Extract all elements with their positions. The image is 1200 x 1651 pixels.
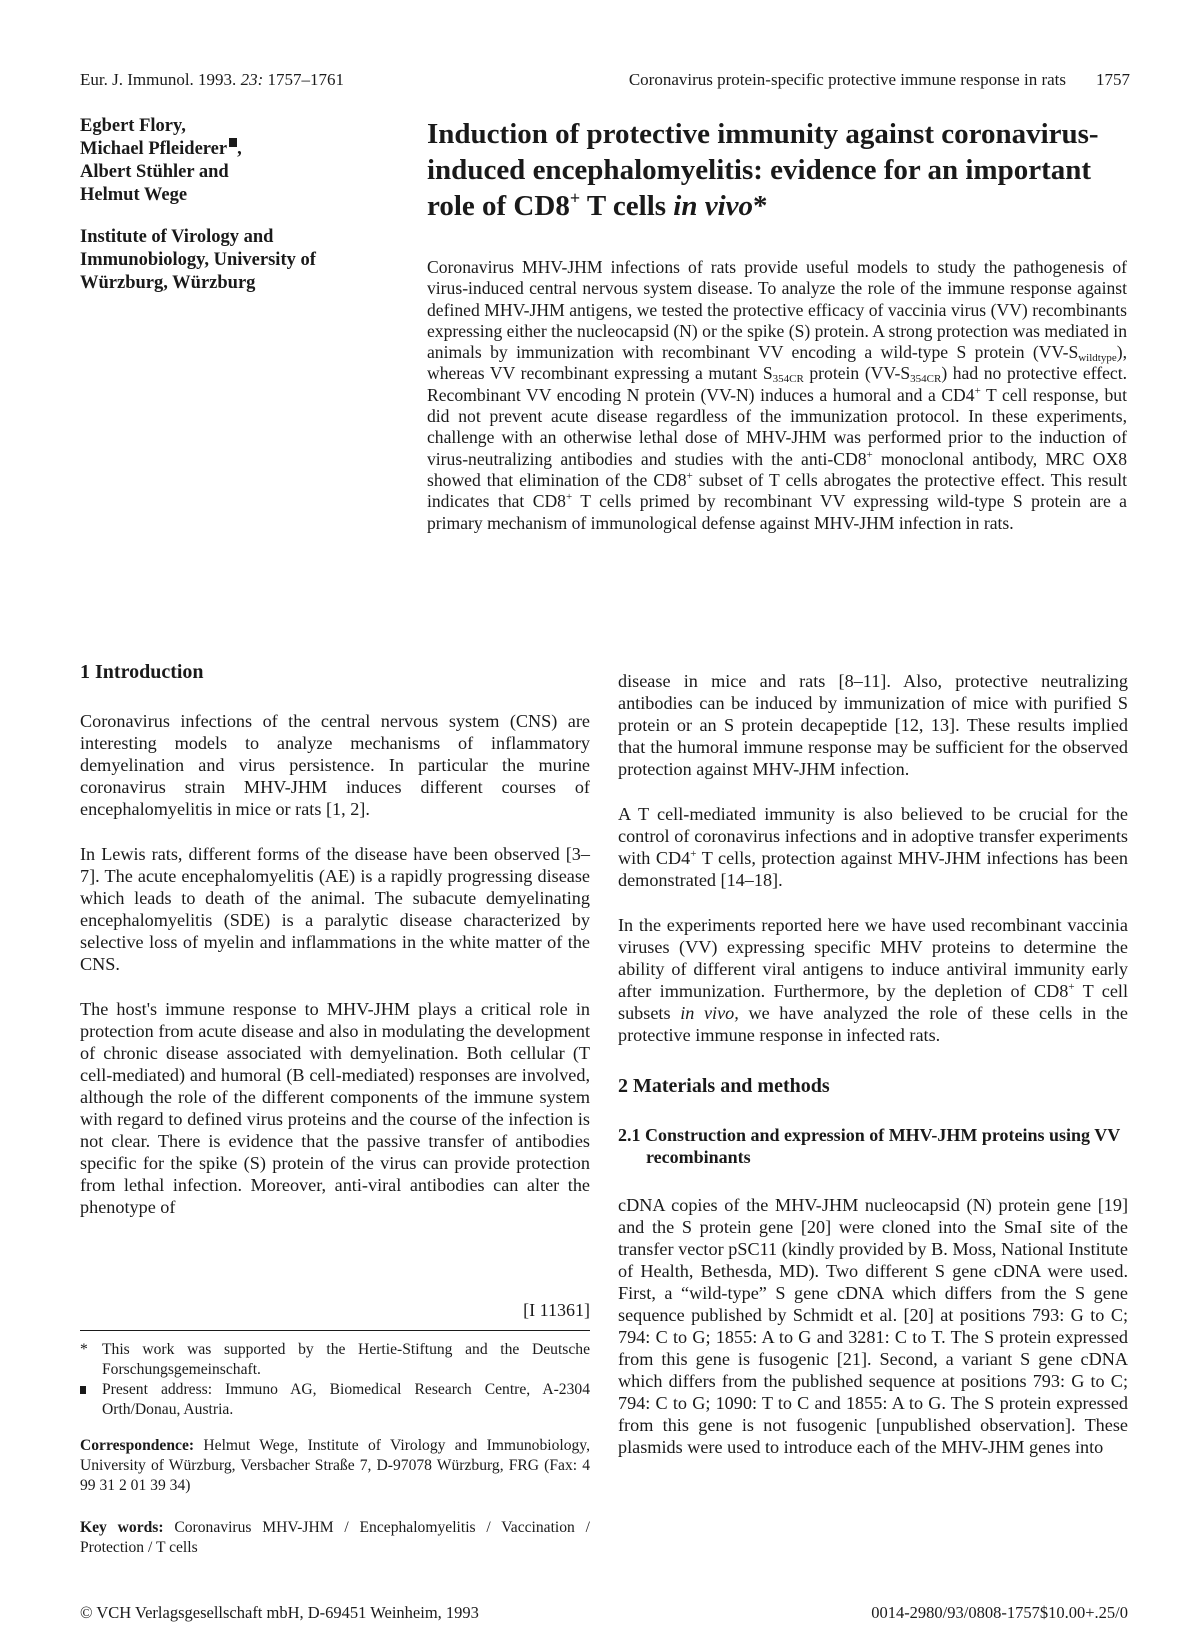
- keywords: Key words: Coronavirus MHV-JHM / Encephalomyelitis / Vaccination / Protection / T cells: [80, 1519, 590, 1556]
- footnote-funding: * This work was supported by the Hertie-Stiftung and the Deutsche Forschungsgemeinschaft.: [80, 1341, 590, 1378]
- footnote-divider: [80, 1330, 590, 1331]
- left-column: [80, 660, 590, 1241]
- footnote-address: Present address: Immuno AG, Biomedical Research Centre, A-2304 Orth/Donau, Austria.: [80, 1380, 590, 1420]
- author-list: [80, 115, 380, 207]
- page-number: 1757: [1096, 70, 1130, 89]
- paper-title: Induction of protective immunity against coronavirus-induced encephalomyelitis: evidence for an important role of CD8+ T cells in vivo*: [427, 118, 1099, 222]
- journal-name: Eur. J. Immunol. 1993.: [80, 70, 237, 89]
- paragraph: disease in mice and rats [8–11]. Also, protective neutralizing antibodies can be induced by immunization of mice with purified S protein or an S protein decapeptide [12, 13]. These results implied that the humoral immune response may be sufficient for the observed protection against MHV-JHM infection.: [618, 671, 1128, 779]
- affiliation: [80, 226, 380, 295]
- square-marker-icon: [229, 138, 237, 147]
- journal-pages: 1757–1761: [267, 70, 344, 89]
- correspondence: Correspondence: Helmut Wege, Institute of Virology and Immunobiology, University of Würzburg, Versbacher Straße 7, D-97078 Würzburg, FRG (Fax: 4 99 31 2 01 39 34): [80, 1437, 590, 1494]
- section-heading-materials: 2 Materials and methods: [618, 1075, 830, 1097]
- author-name: Helmut Wege: [80, 185, 188, 205]
- paragraph: A T cell-mediated immunity is also believed to be crucial for the control of coronavirus infections and in adoptive transfer experiments with CD4+ T cells, protection against MHV-JHM infections has been demonstrated [14–18].: [618, 804, 1128, 890]
- square-marker-icon: [80, 1386, 86, 1394]
- right-column: [618, 670, 1128, 1481]
- paragraph: In Lewis rats, different forms of the disease have been observed [3–7]. The acute encephalomyelitis (AE) is a rapidly progressing disease which leads to death of the animal. The subacute demyelinating encephalomyelitis (SDE) is a paralytic disease characterized by selective loss of myelin and inflammations in the white matter of the CNS.: [80, 844, 590, 974]
- paragraph: Coronavirus infections of the central nervous system (CNS) are interesting models to analyze mechanisms of inflammatory demyelination and virus persistence. In particular the murine coronavirus strain MHV-JHM induces different courses of encephalomyelitis in mice or rats [1, 2].: [80, 711, 590, 819]
- footnotes: [80, 1340, 590, 1420]
- affiliation-line: Institute of Virology and: [80, 227, 274, 247]
- author-name: Egbert Flory,: [80, 116, 186, 136]
- paragraph: The host's immune response to MHV-JHM plays a critical role in protection from acute disease and also in modulating the development of chronic disease associated with demyelination. Both cellular (T cell-mediated) and humoral (B cell-mediated) responses are involved, although the role of the different components of the immune system with regard to defined virus proteins and the course of the infection is not clear. There is evidence that the passive transfer of antibodies specific for the spike (S) protein of the virus can provide protection from lethal infection. Moreover, anti-viral antibodies can alter the phenotype of: [80, 999, 590, 1217]
- copyright: © VCH Verlagsgesellschaft mbH, D-69451 Weinheim, 1993: [80, 1603, 479, 1622]
- manuscript-number: [I 11361]: [523, 1300, 590, 1320]
- paragraph: cDNA copies of the MHV-JHM nucleocapsid (N) protein gene [19] and the S protein gene [20] were cloned into the SmaI site of the transfer vector pSC11 (kindly provided by B. Moss, National Institute of Health, Bethesda, MD). Two different S gene cDNA were used. First, a “wild-type” S gene cDNA which differs from the S gene sequence published by Schmidt et al. [20] at positions 793: G to C; 794: C to G; 1855: A to G and 3281: C to T. The S protein expressed from this gene is fusogenic [21]. Second, a variant S gene cDNA which differs from the published sequence at positions 793: G to C; 794: C to G; 1090: T to C and 1855: A to G. The S protein expressed from this gene is not fusogenic [unpublished observation]. These plasmids were used to introduce each of the MHV-JHM genes into: [618, 1195, 1128, 1457]
- journal-citation: [80, 70, 344, 90]
- running-title: Coronavirus protein-specific protective immune response in rats: [628, 70, 1066, 89]
- subsection-heading: 2.1 Construction and expression of MHV-JHM proteins using VV recombinants: [618, 1125, 1120, 1167]
- running-header: [540, 70, 1130, 90]
- affiliation-line: Immunobiology, University of: [80, 250, 316, 270]
- abstract: Coronavirus MHV-JHM infections of rats provide useful models to study the pathogenesis of virus-induced central nervous system disease. To analyze the role of the immune response against defined MHV-JHM antigens, we tested the protective efficacy of vaccinia virus (VV) recombinants expressing either the nucleocapsid (N) or the spike (S) protein. A strong protection was mediated in animals by immunization with recombinant VV encoding a wild-type S protein $(VV-S_{wildtype})$, whereas VV recombinant expressing a mutant $S_{354CR}$ protein $(VV-S_{354CR})$ had no protective effect. Recombinant VV encoding N protein (VV-N) induces a humoral and a CD4+ T cell response, but did not prevent acute disease regardless of the immunization protocol. In these experiments, challenge with an otherwise lethal dose of MHV-JHM was performed prior to the induction of virus-neutralizing antibodies and studies with the anti-CD8+ monoclonal antibody, MRC OX8 showed that elimination of the CD8+ subset of T cells abrogates the protective effect. This result indicates that CD8+ T cells primed by recombinant VV expressing wild-type S protein are a primary mechanism of immunological defense against MHV-JHM infection in rats.: [427, 257, 1127, 533]
- article-code: 0014-2980/93/0808-1757$10.00+.25/0: [871, 1603, 1128, 1622]
- section-heading-introduction: 1 Introduction: [80, 661, 204, 683]
- journal-volume: 23:: [240, 70, 264, 89]
- author-name: Michael Pfleiderer ,: [80, 139, 242, 159]
- affiliation-line: Würzburg, Würzburg: [80, 273, 256, 293]
- author-name: Albert Stühler and: [80, 162, 229, 182]
- paragraph: In the experiments reported here we have used recombinant vaccinia viruses (VV) expressing specific MHV proteins to determine the ability of different viral antigens to induce antiviral immunity early after immunization. Furthermore, by the depletion of CD8+ T cell subsets in vivo, we have analyzed the role of these cells in the protective immune response in infected rats.: [618, 915, 1129, 1045]
